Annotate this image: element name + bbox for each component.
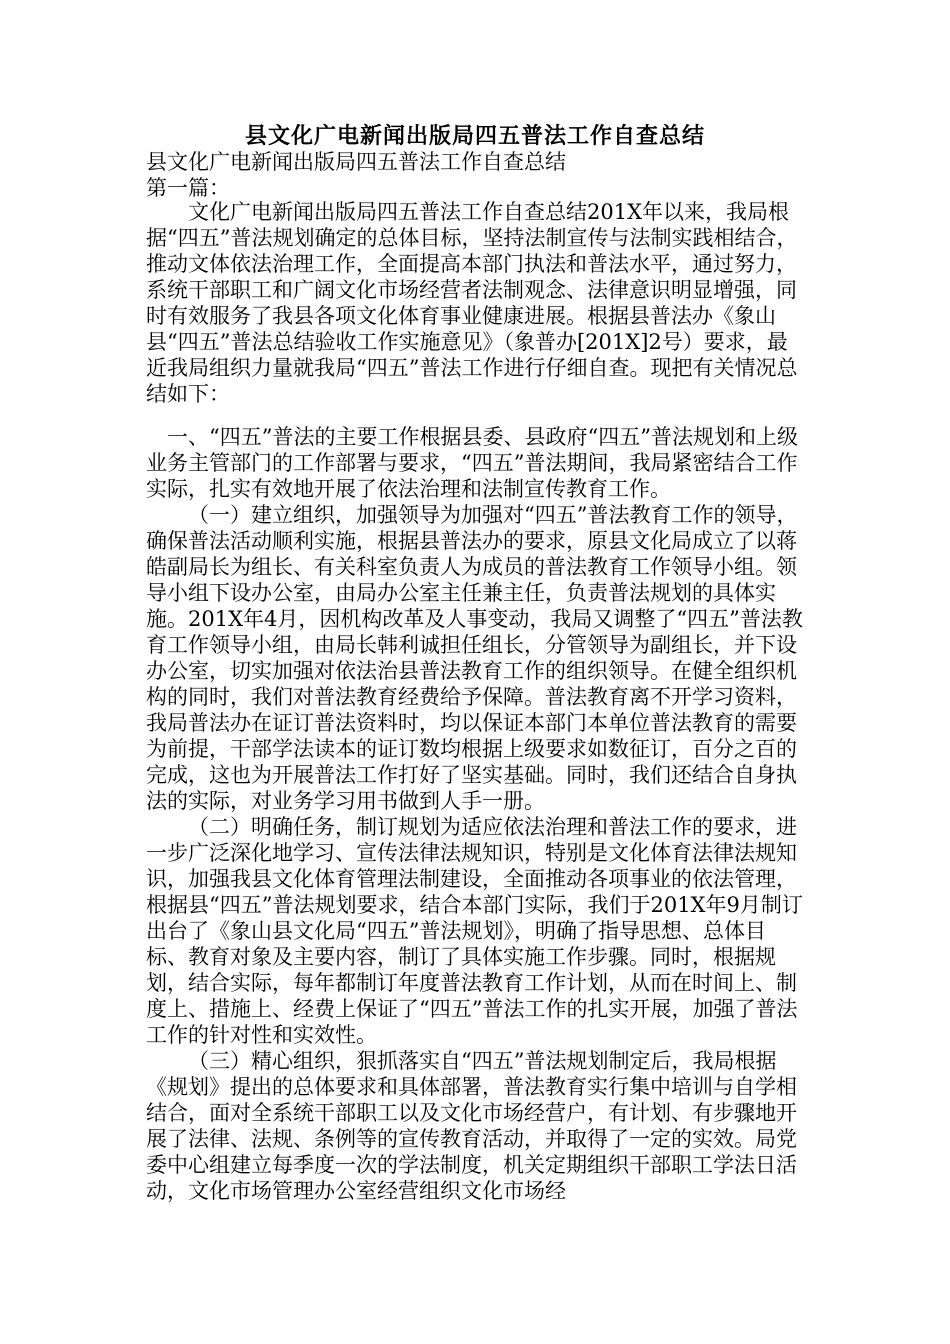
item1-paragraph: （一）建立组织，加强领导为加强对“四五”普法教育工作的领导，确保普法活动顺利实施，根据县普法办的要求，原县文化局成立了以蒋皓副局长为组长、有关科室负责人为成员的普法教育工作领导小组。领导小组下设办公室，由局办公室主任兼主任，负责普法规划的具体实施。201X年4月，因机构改革及人事变动，我局又调整了“四五”普法教育工作领导小组，由局长韩利诚担任组长，分管领导为副组长，并下设办公室，切实加强对依法治县普法教育工作的组织领导。在健全组织机构的同时，我们对普法教育经费给予保障。普法教育离不开学习资料，我局普法办在证订普法资料时，均以保证本部门本单位普法教育的需要为前提，干部学法读本的证订数均根据上级要求如数征订，百分之百的完成，这也为开展普法工作打好了坚实基础。同时，我们还结合自身执法的实际，对业务学习用书做到人手一册。	[146, 503, 803, 813]
document-subtitle: 县文化广电新闻出版局四五普法工作自查总结	[146, 150, 566, 174]
section1-paragraph: 一、“四五”普法的主要工作根据县委、县政府“四五”普法规划和上级业务主管部门的工作部署与要求，“四五”普法期间，我局紧密结合工作实际，扎实有效地开展了依法治理和法制宣传教育工作。	[146, 425, 798, 501]
document-title: 县文化广电新闻出版局四五普法工作自查总结	[244, 123, 705, 149]
item3-paragraph: （三）精心组织，狠抓落实自“四五”普法规划制定后，我局根据《规划》提出的总体要求和具体部署，普法教育实行集中培训与自学相结合，面对全系统干部职工以及文化市场经营户，有计划、有步骤地开展了法律、法规、条例等的宣传教育活动，并取得了一定的实效。局党委中心组建立每季度一次的学法制度，机关定期组织干部职工学法日活动，文化市场管理办公室经营组织文化市场经	[146, 1049, 797, 1203]
intro-paragraph: 文化广电新闻出版局四五普法工作自查总结201X年以来，我局根据“四五”普法规划确定的总体目标，坚持法制宣传与法制实践相结合，推动文体依法治理工作，全面提高本部门执法和普法水平，通过努力，系统干部职工和广阔文化市场经营者法制观念、法律意识明显增强，同时有效服务了我县各项文化体育事业健康进展。根据县普法办《象山县“四五”普法总结验收工作实施意见》（象普办[201X]2号）要求，最近我局组织力量就我局“四五”普法工作进行仔细自查。现把有关情况总结如下：	[146, 200, 798, 406]
chapter-label: 第一篇：	[146, 176, 230, 200]
intro-section	[146, 199, 806, 407]
main-section	[146, 424, 806, 1204]
item2-paragraph: （二）明确任务，制订规划为适应依法治理和普法工作的要求，进一步广泛深化地学习、宣传法律法规知识，特别是文化体育法律法规知识，加强我县文化体育管理法制建设，全面推动各项事业的依法管理，根据县“四五”普法规划要求，结合本部门实际，我们于201X年9月制订出台了《象山县文化局“四五”普法规划》，明确了指导思想、总体目标、教育对象及主要内容，制订了具体实施工作步骤。同时，根据规划，结合实际，每年都制订年度普法教育工作计划，从而在时间上、制度上、措施上、经费上保证了“四五”普法工作的扎实开展，加强了普法工作的针对性和实效性。	[146, 815, 803, 1047]
